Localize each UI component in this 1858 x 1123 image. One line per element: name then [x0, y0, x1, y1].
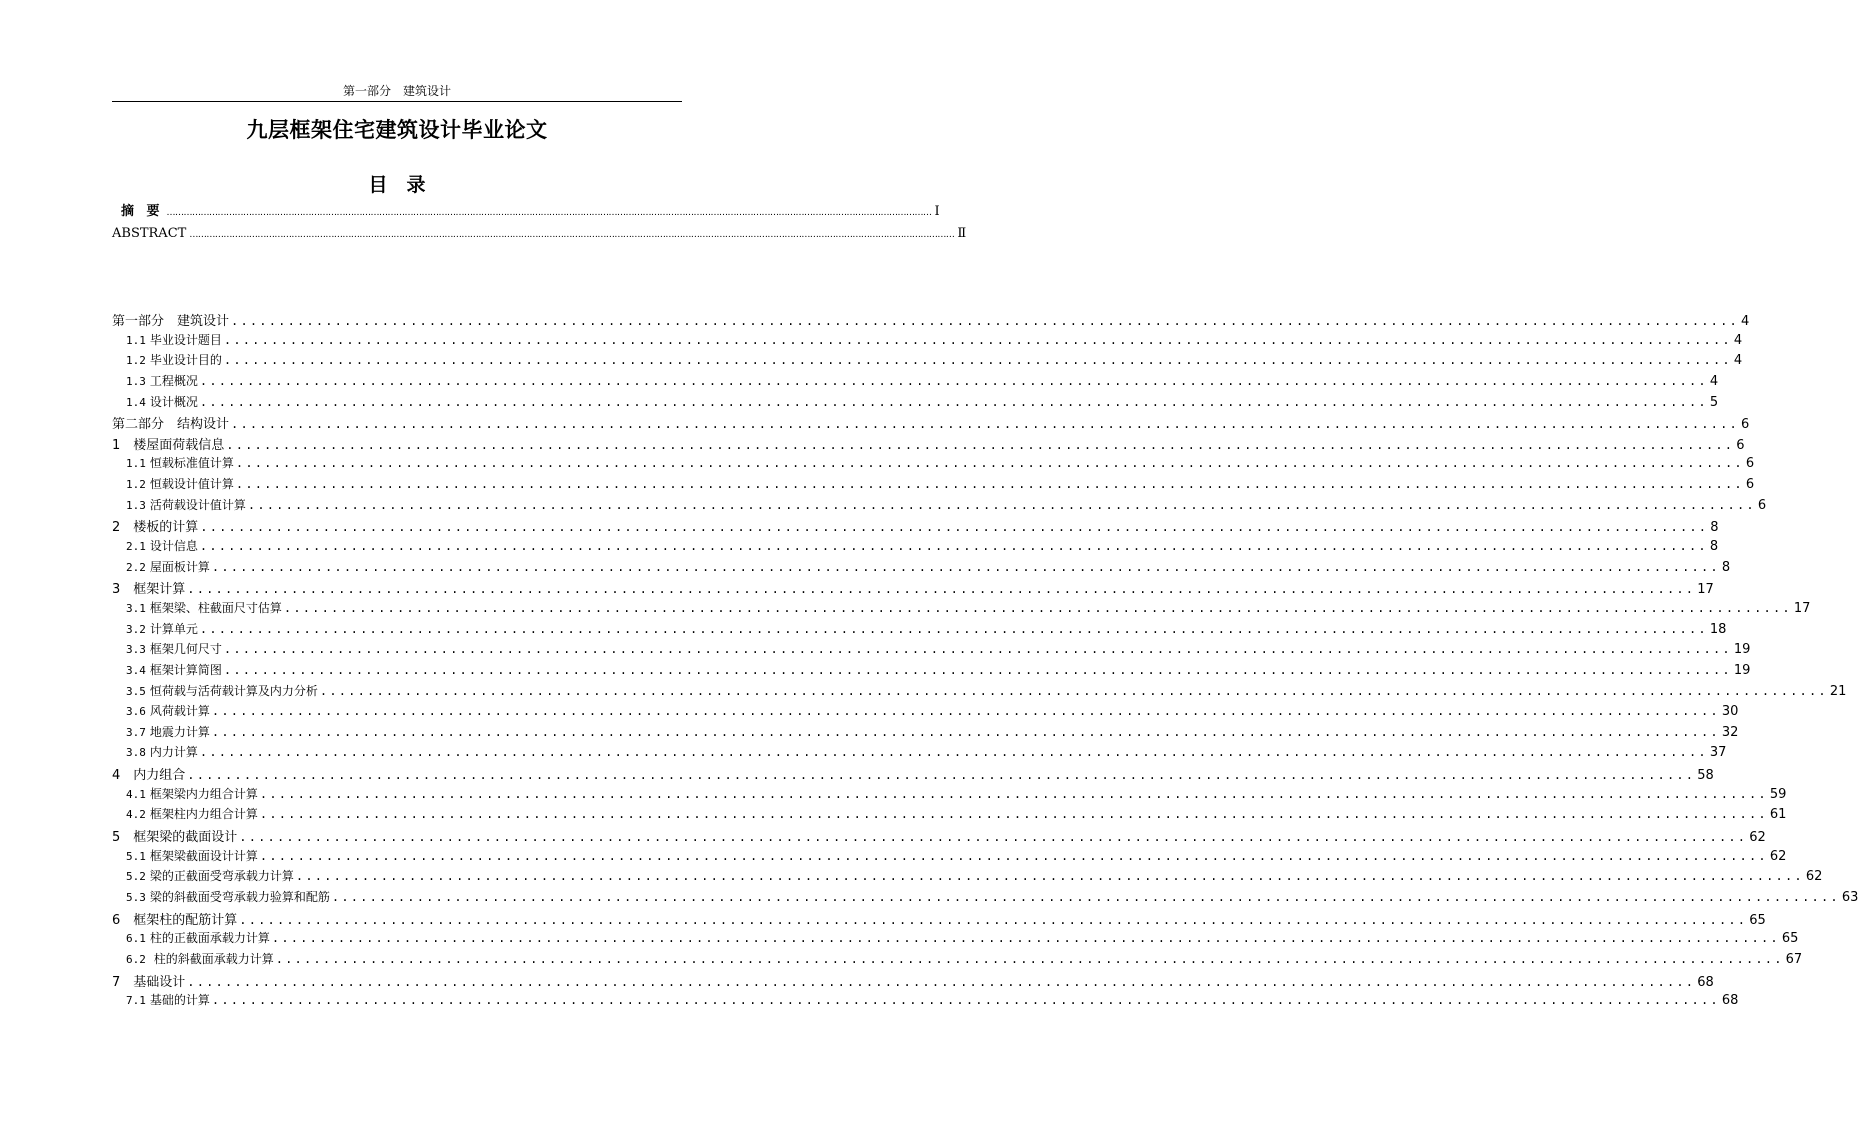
toc-entry[interactable]	[112, 826, 1766, 847]
toc-entry-number: 6.1	[126, 932, 146, 946]
toc-entry[interactable]	[112, 867, 1823, 888]
toc-entry-number: 5.1	[126, 849, 146, 863]
toc-entry-text: 柱的正截面承载力计算	[149, 931, 270, 946]
toc-entry-text: 风荷载计算	[149, 704, 210, 719]
toc-entry[interactable]	[112, 413, 1750, 434]
toc-entry-page: 68	[1697, 974, 1714, 990]
toc-entry-page: 17	[1793, 600, 1811, 616]
toc-entry-page: 17	[1697, 582, 1714, 598]
toc-entry-text: 内力计算	[149, 745, 198, 760]
toc-entry-number: 5.2	[126, 870, 146, 884]
toc-entry-page: 30	[1721, 704, 1739, 720]
toc-entry-number: 6.2	[126, 952, 146, 966]
toc-entry-text: 7 基础设计	[112, 974, 186, 990]
dot-leader: ................................................................................................................................................................	[319, 683, 1828, 698]
toc-entry[interactable]	[112, 620, 1727, 641]
toc-entry-number: 3.2	[126, 622, 146, 636]
toc-entry-text: 设计信息	[149, 539, 198, 554]
toc-entry[interactable]	[112, 393, 1719, 414]
toc-entry-page: 5	[1709, 394, 1719, 410]
dot-leader: ................................................................................................................................................................	[259, 786, 1768, 801]
toc-entry-label	[126, 723, 210, 740]
toc-entry[interactable]	[112, 558, 1731, 579]
toc-entry-text: 第二部分 结构设计	[112, 417, 230, 433]
toc-entry[interactable]	[112, 805, 1787, 826]
dot-leader: ................................................................................................................................................................	[231, 314, 1739, 328]
toc-entry-number: 2.1	[126, 540, 146, 554]
toc-entry-number: 3.4	[126, 663, 146, 677]
toc-entry-label	[112, 764, 185, 783]
toc-heading: 目 录	[368, 174, 426, 196]
toc-entry-page: 8	[1721, 559, 1731, 575]
toc-entry-page: 6	[1736, 437, 1745, 453]
toc-entry-text: 地震力计算	[149, 724, 210, 739]
toc-entry-page: 19	[1733, 642, 1751, 658]
toc-entry-number: 1.1	[126, 333, 146, 347]
toc-entry-page: 6	[1745, 477, 1755, 493]
toc-entry-label	[126, 682, 318, 699]
dot-leader: ................................................................................................................................................................	[239, 912, 1748, 927]
toc-entry[interactable]	[112, 496, 1767, 517]
toc-entry[interactable]	[112, 475, 1755, 496]
dot-leader: ................................................................................................................................................................	[187, 768, 1696, 783]
toc-entry-page: 32	[1721, 724, 1739, 740]
toc-entry[interactable]	[112, 971, 1714, 992]
running-header: 第一部分 建筑设计	[342, 84, 451, 98]
toc-entry[interactable]	[112, 351, 1743, 372]
dot-leader: ................................................................................................................................................................	[223, 642, 1732, 657]
toc-entry-label	[112, 826, 237, 845]
toc-entry-label	[126, 351, 222, 368]
toc-entry-label	[126, 702, 210, 719]
toc-entry-page: 67	[1785, 951, 1803, 967]
toc-entry-label	[126, 393, 198, 410]
toc-entry[interactable]	[112, 537, 1719, 558]
toc-entry[interactable]	[112, 516, 1719, 537]
dot-leader: ................................................................................................................................................................	[295, 869, 1804, 884]
dot-leader: ................................................................................................................................................................	[223, 353, 1732, 368]
toc-entry-label	[126, 599, 282, 616]
dot-leader: ................................................................................................................................................................	[199, 745, 1708, 760]
dot-leader: ................................................................................................................................................................	[283, 600, 1792, 615]
toc-entry-number: 1.2	[126, 354, 146, 368]
dot-leader: ................................................................................................................................................................	[187, 974, 1696, 989]
toc-entry-label	[126, 640, 222, 657]
toc-entry[interactable]	[112, 682, 1847, 703]
toc-entry-page: 62	[1769, 848, 1787, 864]
toc-entry-page: 4	[1733, 332, 1743, 348]
toc-entry[interactable]	[112, 454, 1755, 475]
toc-entry-number: 1.4	[126, 395, 146, 409]
toc-entry-text: 梁的正截面受弯承载力计算	[149, 869, 294, 884]
dot-leader: ………………………………………………………………………………………………………………………………………………………………………………………………………………………………………………	[189, 230, 955, 240]
dot-leader: ................................................................................................................................................................	[259, 848, 1768, 863]
toc-entry[interactable]	[112, 743, 1727, 764]
toc-entry-label	[126, 929, 270, 946]
dot-leader: ................................................................................................................................................................	[259, 807, 1768, 822]
toc-entry-label	[126, 537, 198, 554]
toc-entry-number: 3.1	[126, 601, 146, 615]
toc-entry-number: 1.1	[126, 457, 146, 471]
toc-entry[interactable]	[112, 599, 1811, 620]
toc-entry-page: 19	[1733, 662, 1751, 678]
toc-entry-number: 1.3	[126, 498, 146, 512]
toc-entry-label	[112, 516, 198, 535]
toc-entry-label	[126, 558, 210, 575]
toc-entry-text: 框架计算简图	[149, 662, 222, 677]
dot-leader: ................................................................................................................................................................	[211, 704, 1720, 719]
toc-entry[interactable]	[112, 640, 1751, 661]
toc-entry[interactable]	[112, 310, 1750, 331]
toc-entry-text: 工程概况	[149, 373, 198, 388]
front-matter-list	[112, 200, 967, 252]
toc-entry-label	[112, 578, 185, 597]
toc-entry[interactable]	[112, 909, 1766, 930]
toc-entry-text: 1 楼屋面荷载信息	[112, 437, 225, 453]
toc-entry[interactable]	[112, 847, 1787, 868]
toc-entry-page: 37	[1709, 745, 1727, 761]
toc-entry-page: 59	[1769, 786, 1787, 802]
toc-entry-label	[126, 454, 234, 471]
dot-leader: ................................................................................................................................................................	[223, 332, 1732, 347]
toc-entry-label	[112, 434, 224, 453]
toc-entry-label	[126, 331, 222, 348]
dot-leader: ................................................................................................................................................................	[200, 520, 1709, 535]
toc-entry-label	[112, 310, 229, 329]
toc-entry-abstract-cn[interactable]	[112, 200, 940, 226]
toc-entry-page: 65	[1781, 931, 1799, 947]
toc-entry-number: 3.3	[126, 643, 146, 657]
toc-entry-text: 梁的斜截面受弯承载力验算和配筋	[149, 889, 330, 904]
toc-entry[interactable]	[112, 785, 1787, 806]
toc-entry-text: 毕业设计题目	[149, 332, 222, 347]
toc-entry-page: 4	[1709, 373, 1719, 389]
toc-entry-label	[126, 950, 274, 967]
dot-leader: ................................................................................................................................................................	[231, 417, 1739, 432]
toc-entry-page: 61	[1769, 807, 1787, 823]
toc-entry-page: 63	[1841, 889, 1858, 905]
toc-entry-number: 7.1	[126, 994, 146, 1008]
toc-entry-text: 3 框架计算	[112, 582, 186, 598]
toc-entry[interactable]	[112, 723, 1739, 744]
toc-entry-text: 2 楼板的计算	[112, 520, 199, 536]
toc-entry-page: 6	[1757, 497, 1767, 513]
dot-leader: ................................................................................................................................................................	[199, 539, 1708, 554]
toc-entry-page: 68	[1721, 993, 1739, 1009]
toc-entry-label: 摘 要	[121, 204, 164, 219]
toc-entry-label	[126, 661, 222, 678]
toc-entry-number: 2.2	[126, 560, 146, 574]
toc-entry-number: 3.8	[126, 746, 146, 760]
dot-leader: ................................................................................................................................................................	[235, 456, 1744, 471]
toc-entry-text: 毕业设计目的	[149, 353, 222, 368]
dot-leader: ................................................................................................................................................................	[271, 931, 1780, 946]
toc-entry-label	[126, 372, 198, 389]
dot-leader: ................................................................................................................................................................	[199, 394, 1708, 409]
dot-leader: ................................................................................................................................................................	[211, 724, 1720, 739]
toc-entry-text: 4 内力组合	[112, 768, 186, 784]
toc-entry-text: 框架梁、柱截面尺寸估算	[149, 600, 282, 615]
toc-entry[interactable]	[112, 950, 1803, 971]
dot-leader: ................................................................................................................................................................	[223, 662, 1732, 677]
toc-entry-text: 框架梁内力组合计算	[149, 786, 258, 801]
toc-entry-page: 18	[1709, 621, 1727, 637]
document-title: 九层框架住宅建筑设计毕业论文	[246, 118, 548, 142]
toc-entry-page: 4	[1740, 314, 1750, 329]
toc-entry-label: ABSTRACT	[112, 226, 187, 241]
dot-leader: ................................................................................................................................................................	[226, 437, 1735, 452]
toc-entry-page: Ⅱ	[957, 226, 967, 241]
toc-entry-page: 8	[1709, 539, 1719, 555]
toc-entry-text: 框架柱内力组合计算	[149, 807, 258, 822]
toc-entry[interactable]	[112, 764, 1714, 785]
dot-leader: ………………………………………………………………………………………………………………………………………………………………………………………………………………………………………………	[166, 208, 932, 218]
toc-entry-label	[112, 909, 237, 928]
toc-entry-number: 5.3	[126, 890, 146, 904]
toc-entry-text: 柱的斜截面承载力计算	[149, 951, 274, 966]
toc-entry-page: 6	[1745, 456, 1755, 472]
toc-entry-text: 计算单元	[149, 621, 198, 636]
toc-entry-label	[126, 620, 198, 637]
toc-entry-text: 恒荷载与活荷载计算及内力分析	[149, 683, 318, 698]
toc-entry-label	[126, 743, 198, 760]
toc-entry-page: 65	[1749, 912, 1766, 928]
toc-entry[interactable]	[112, 578, 1714, 599]
toc-entry-text: 6 框架柱的配筋计算	[112, 912, 238, 928]
header-divider	[112, 101, 682, 102]
toc-list	[112, 310, 1858, 1012]
toc-entry-number: 4.2	[126, 808, 146, 822]
toc-entry-page: 4	[1733, 353, 1743, 369]
toc-entry-number: 3.7	[126, 725, 146, 739]
toc-entry-number: 3.5	[126, 684, 146, 698]
dot-leader: ................................................................................................................................................................	[235, 477, 1744, 492]
toc-entry-number: 3.6	[126, 705, 146, 719]
toc-entry-page: 62	[1805, 869, 1823, 885]
dot-leader: ................................................................................................................................................................	[239, 830, 1748, 845]
toc-entry-page: 6	[1740, 417, 1750, 433]
toc-entry[interactable]	[112, 991, 1739, 1012]
toc-entry-page: 58	[1697, 768, 1714, 784]
toc-entry[interactable]	[112, 331, 1743, 352]
dot-leader: ................................................................................................................................................................	[187, 582, 1696, 597]
toc-entry-text: 框架几何尺寸	[149, 642, 222, 657]
toc-entry[interactable]	[112, 661, 1751, 682]
toc-entry-abstract-en[interactable]	[112, 226, 967, 252]
toc-entry[interactable]	[112, 434, 1745, 455]
toc-entry-label	[112, 413, 229, 432]
toc-entry-number: 1.2	[126, 478, 146, 492]
dot-leader: ................................................................................................................................................................	[275, 951, 1784, 966]
toc-entry-text: 5 框架梁的截面设计	[112, 830, 238, 846]
dot-leader: ................................................................................................................................................................	[211, 993, 1720, 1008]
toc-entry-page: 62	[1749, 830, 1766, 846]
toc-entry-label	[126, 475, 234, 492]
toc-entry-label	[126, 867, 294, 884]
toc-entry-text: 框架梁截面设计计算	[149, 848, 258, 863]
toc-entry-label	[126, 847, 258, 864]
dot-leader: ................................................................................................................................................................	[247, 497, 1756, 512]
dot-leader: ................................................................................................................................................................	[199, 373, 1708, 388]
toc-entry-text: 设计概况	[149, 394, 198, 409]
toc-entry[interactable]	[112, 888, 1858, 909]
toc-entry[interactable]	[112, 372, 1719, 393]
toc-entry[interactable]	[112, 929, 1799, 950]
toc-entry-label	[112, 971, 185, 990]
dot-leader: ................................................................................................................................................................	[199, 621, 1708, 636]
toc-entry-text: 第一部分 建筑设计	[112, 314, 230, 329]
toc-entry-number: 1.3	[126, 374, 146, 388]
toc-entry-text: 活荷载设计值计算	[149, 497, 246, 512]
toc-entry-page: 21	[1829, 683, 1847, 699]
toc-entry-label	[126, 496, 246, 513]
toc-entry-number: 4.1	[126, 787, 146, 801]
toc-entry-text: 屋面板计算	[149, 559, 210, 574]
toc-entry-text: 恒载标准值计算	[149, 456, 234, 471]
toc-entry-page: 8	[1710, 520, 1719, 536]
toc-entry[interactable]	[112, 702, 1739, 723]
toc-entry-label	[126, 888, 330, 905]
dot-leader: ................................................................................................................................................................	[331, 889, 1840, 904]
dot-leader: ................................................................................................................................................................	[211, 559, 1720, 574]
toc-entry-label	[126, 785, 258, 802]
toc-entry-page: Ⅰ	[934, 204, 940, 219]
toc-entry-label	[126, 805, 258, 822]
toc-entry-text: 恒载设计值计算	[149, 477, 234, 492]
toc-entry-text: 基础的计算	[149, 993, 210, 1008]
toc-entry-label	[126, 991, 210, 1008]
